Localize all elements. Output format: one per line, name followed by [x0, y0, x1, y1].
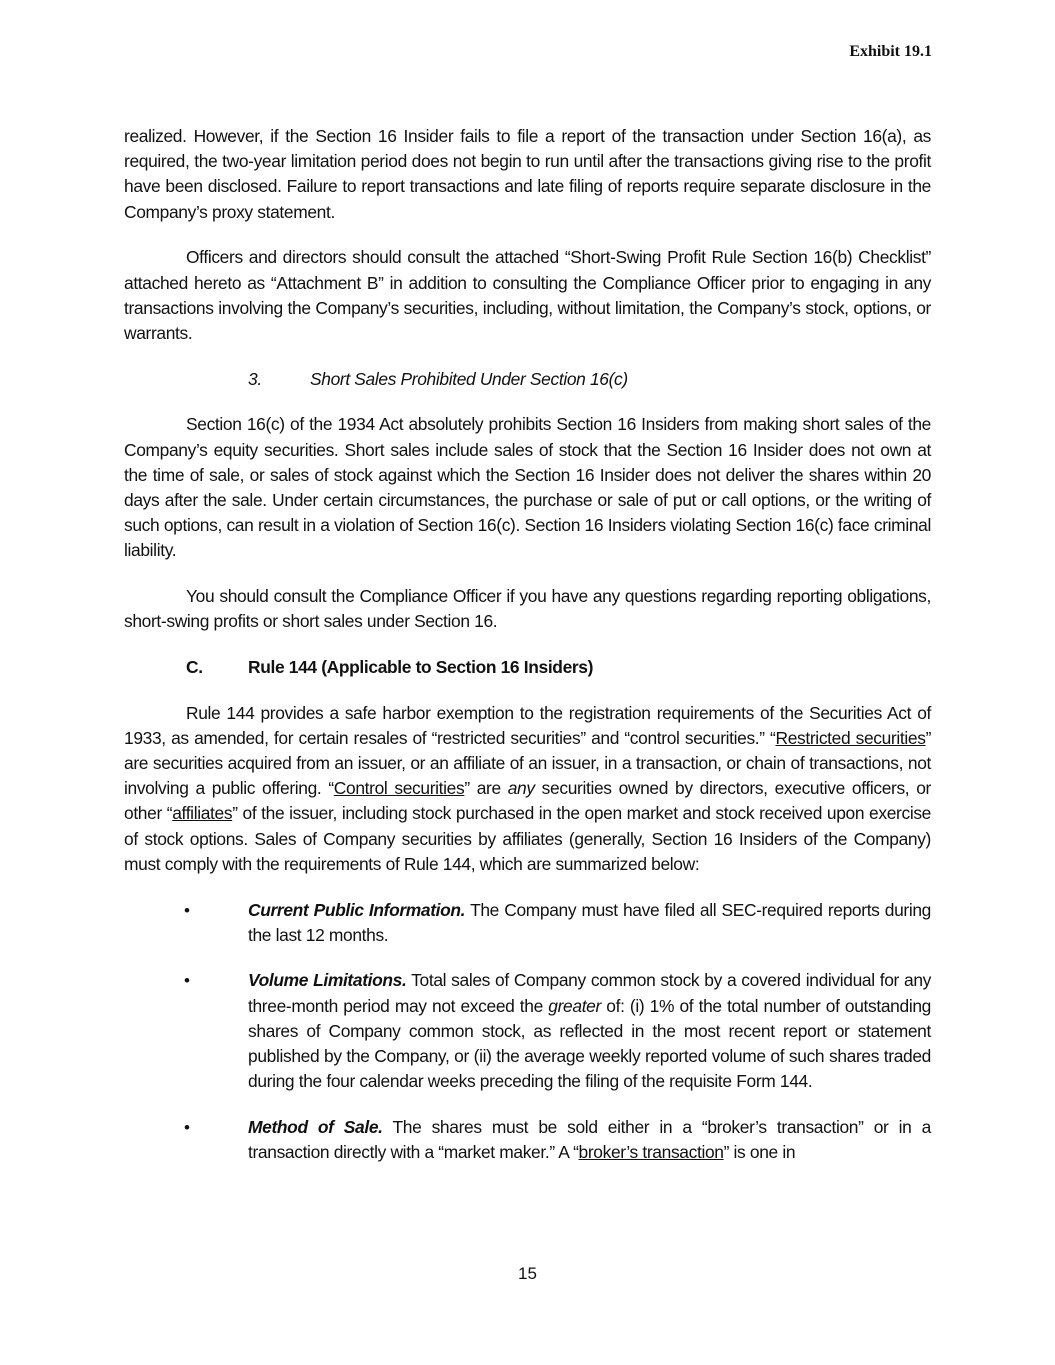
subsection-heading-short-sales [124, 367, 931, 392]
text-run: Rule 144 provides a safe harbor exemption to the registration requirements of the Securities Act of 1933, as amended, for certain resales of “restricted securities” and “control securities.” “ [124, 702, 931, 748]
bullet-icon: • [184, 971, 190, 991]
bullet-icon: • [184, 1118, 190, 1137]
paragraph-short-sales: Section 16(c) of the 1934 Act absolutely prohibits Section 16 Insiders from making short sales of the Company’s equity securities. Short sales include sales of stock that the Section 16 Insider does not own at the time of sale, or sales of stock against which the Section 16 Insider does not deliver the shares within 20 days after the sale. Under certain circumstances, the purchase or sale of put or call options, or the writing of such options, can result in a violation of Section 16(c). Section 16 Insiders violating Section 16(c) face criminal liability. [124, 414, 931, 561]
emphasis-greater: greater [548, 995, 601, 1016]
document-body [124, 124, 931, 1186]
paragraph-rule-144 [124, 701, 931, 877]
bullet-text [248, 898, 931, 948]
paragraph-checklist: Officers and directors should consult the attached “Short-Swing Profit Rule Section 16(b) Checklist” attached hereto as “Attachment B” in addition to consulting the Compliance Officer prior to engaging in any transactions involving the Company’s securities, including, without limitation, the Company’s stock, options, or warrants. [124, 247, 931, 343]
subsection-title: Short Sales Prohibited Under Section 16(c) [310, 368, 628, 389]
text-run: The shares must be sold either in a “broker’s transaction” or in a transaction directly with a “market maker.” A “ [248, 1117, 931, 1163]
text-run: of: (i) 1% of the total number of outstanding shares of Company common stock, as reflected in the most recent report or statement published by the Company, or (ii) the average weekly reported volume of such shares traded during the four calendar weeks preceding the filing of the requisite Form 144. [248, 995, 931, 1092]
bullet-method-of-sale [124, 1115, 931, 1165]
bullet-text [248, 1115, 931, 1165]
bullet-icon: • [184, 900, 190, 920]
section-letter: C. [186, 656, 203, 677]
text-run: Total sales of Company common stock by a covered individual for any three-month period may not exceed the [248, 970, 931, 1016]
bullet-title: Volume Limitations. [248, 970, 407, 991]
paragraph-consult-officer: You should consult the Compliance Officer if you have any questions regarding reporting obligations, short-swing profits or short sales under Section 16. [124, 586, 931, 632]
text-run: ” are securities acquired from an issuer, or an affiliate of an issuer, in a transaction, or chain of transactions, not involving a public offering. “ [124, 727, 932, 799]
section-heading-rule-144 [124, 655, 931, 680]
text-run: ” is one in [723, 1142, 796, 1163]
page-number: 15 [518, 1264, 537, 1283]
bullet-volume-limitations [124, 968, 931, 1094]
term-affiliates: affiliates [172, 803, 233, 824]
bullet-title: Current Public Information. [248, 899, 466, 920]
term-restricted-securities: Restricted securities [775, 727, 926, 748]
term-brokers-transaction: broker’s transaction [578, 1142, 724, 1163]
emphasis-any: any [507, 778, 535, 799]
text-run: securities owned by directors, executive officers, or other “ [124, 778, 931, 824]
section-title: Rule 144 (Applicable to Section 16 Insiders) [248, 656, 594, 677]
exhibit-label: Exhibit 19.1 [849, 43, 932, 60]
subsection-number: 3. [248, 368, 262, 389]
text-run: ” are [464, 778, 508, 799]
bullet-text [248, 968, 931, 1094]
text-run: The Company must have filed all SEC-required reports during the last 12 months. [248, 899, 931, 945]
text-run: ” of the issuer, including stock purchased in the open market and stock received upon exercise of stock options. Sales of Company securities by affiliates (generally, Section 16 Insiders of the Company) must comply with the requirements of Rule 144, which are summarized below: [124, 803, 931, 874]
term-control-securities: Control securities [333, 778, 465, 799]
bullet-current-public-information [124, 898, 931, 948]
paragraph-reporting-limitation: realized. However, if the Section 16 Insider fails to file a report of the transaction under Section 16(a), as required, the two-year limitation period does not begin to run until after the transactions giving rise to the profit have been disclosed. Failure to report transactions and late filing of reports require separate disclosure in the Company’s proxy statement. [124, 126, 931, 222]
bullet-title: Method of Sale. [248, 1117, 383, 1137]
